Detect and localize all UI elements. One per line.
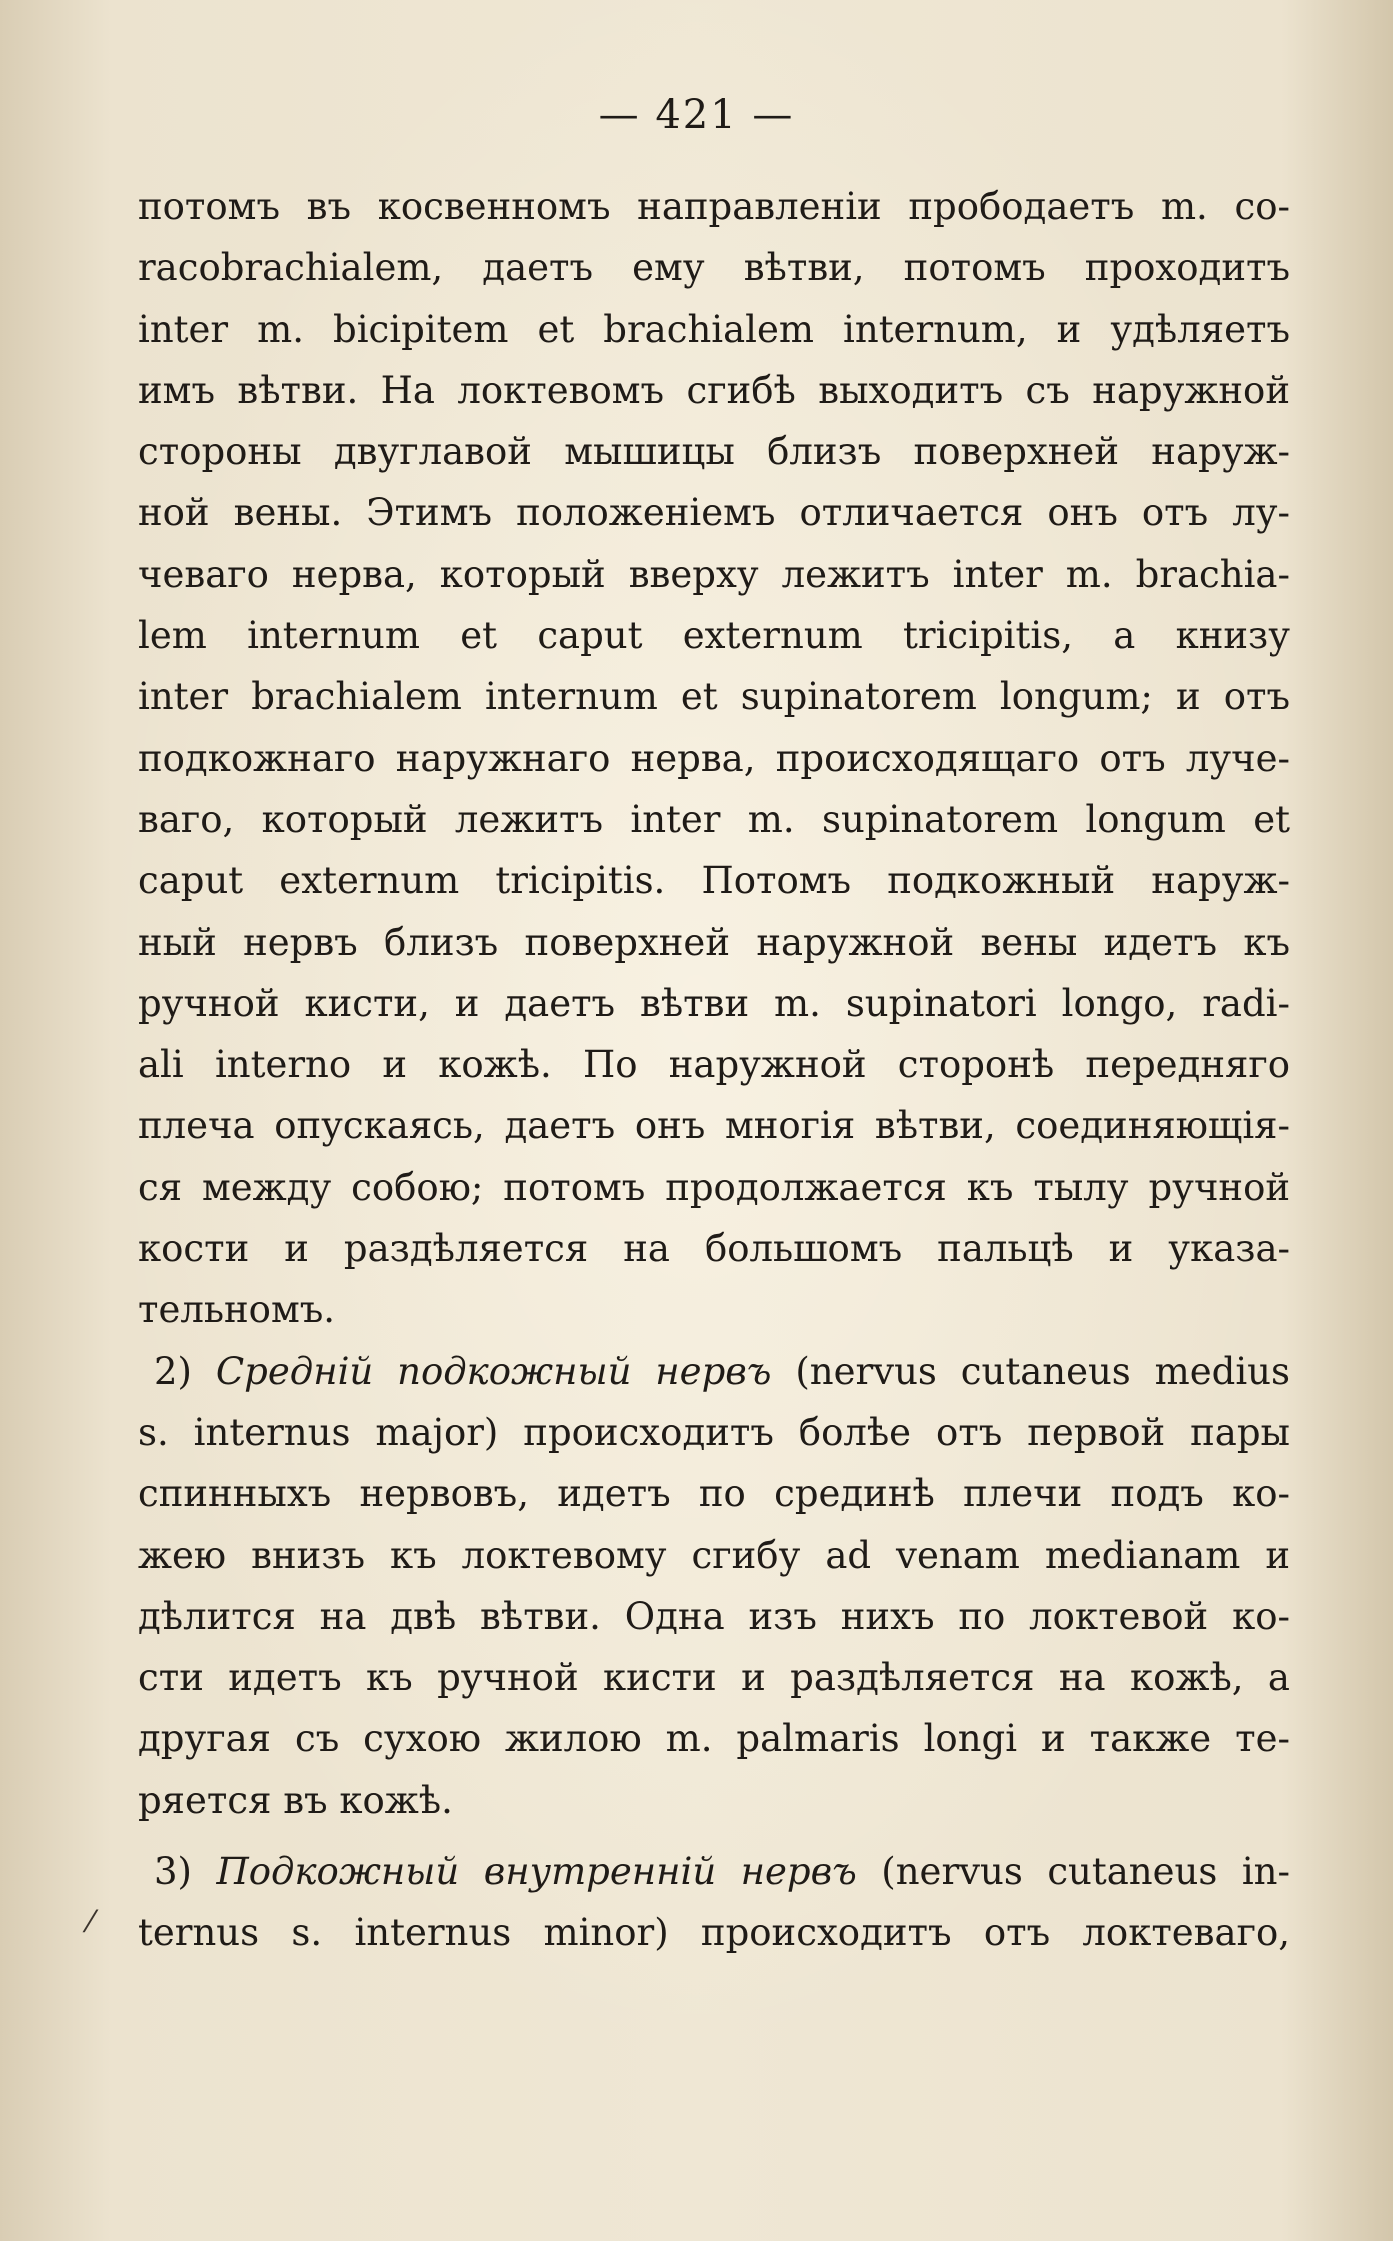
text-line: чеваго нерва, который вверху лежитъ inter m. brachia- xyxy=(138,552,1290,596)
item-number: 2) xyxy=(154,1349,192,1393)
text-line: ный нервъ близъ поверхней наружной вены идетъ къ xyxy=(138,920,1290,964)
text-line: имъ вѣтви. На локтевомъ сгибѣ выходитъ съ наружной xyxy=(138,368,1290,412)
text-line: дѣлится на двѣ вѣтви. Одна изъ нихъ по локтевой ко- xyxy=(138,1594,1290,1638)
text-line: ной вены. Этимъ положеніемъ отличается онъ отъ лу- xyxy=(138,491,1290,535)
page-number: — 421 — xyxy=(598,92,795,138)
section-title: Подкожный внутренній нервъ xyxy=(216,1850,857,1894)
latin-term: (nervus cutaneus medius xyxy=(795,1349,1290,1393)
text-line: caput externum tricipitis. Потомъ подкожный наруж- xyxy=(138,859,1290,903)
text-line: inter m. bicipitem et brachialem internum, и удѣляетъ xyxy=(138,307,1290,351)
text-line: ся между собою; потомъ продолжается къ тылу ручной xyxy=(138,1165,1290,1209)
text-line: другая съ сухою жилою m. palmaris longi и также те- xyxy=(138,1717,1290,1761)
text-line: плеча опускаясь, даетъ онъ многія вѣтви, соединяющія- xyxy=(138,1104,1290,1148)
text-line: спинныхъ нервовъ, идетъ по срединѣ плечи подъ ко- xyxy=(138,1472,1290,1516)
text-line: подкожнаго наружнаго нерва, происходящаго отъ луче- xyxy=(138,736,1290,780)
text-line: кости и раздѣляется на большомъ пальцѣ и указа- xyxy=(138,1227,1290,1271)
text-line: стороны двуглавой мышицы близъ поверхней наруж- xyxy=(138,430,1290,474)
text-line: racobrachialem, даетъ ему вѣтви, потомъ проходитъ xyxy=(138,246,1290,290)
body-text xyxy=(138,176,1290,1964)
text-line: ручной кисти, и даетъ вѣтви m. supinatori longo, radi- xyxy=(138,981,1290,1025)
text-line: lem internum et caput externum tricipitis, а книзу xyxy=(138,614,1290,658)
stray-mark: ⁄ xyxy=(88,1905,94,1940)
text-line: жею внизъ къ локтевому сгибу ad venam medianam и xyxy=(138,1533,1290,1577)
text-line: сти идетъ къ ручной кисти и раздѣляется на кожѣ, а xyxy=(138,1656,1290,1700)
text-line: s. internus major) происходитъ болѣе отъ первой пары xyxy=(138,1410,1290,1454)
text-line: ряется въ кожѣ. xyxy=(138,1778,453,1822)
text-line: потомъ въ косвенномъ направленіи прободаетъ m. co- xyxy=(138,185,1290,228)
paragraph-1 xyxy=(138,176,1290,1341)
paragraph-2-first-line xyxy=(138,1341,1290,1402)
paragraph-2 xyxy=(138,1341,1290,1831)
text-line: тельномъ. xyxy=(138,1288,336,1332)
item-number: 3) xyxy=(154,1850,192,1894)
text-line: ваго, который лежитъ inter m. supinatorem longum et xyxy=(138,797,1290,841)
latin-term: (nervus cutaneus in- xyxy=(881,1850,1291,1894)
section-title: Средній подкожный нервъ xyxy=(215,1349,772,1393)
paragraph-3 xyxy=(138,1841,1290,1964)
text-line: inter brachialem internum et supinatorem longum; и отъ xyxy=(138,675,1290,719)
text-line: ali interno и кожѣ. По наружной сторонѣ передняго xyxy=(138,1043,1290,1087)
text-line: ternus s. internus minor) происходитъ отъ локтеваго, xyxy=(138,1911,1290,1955)
paragraph-3-first-line xyxy=(138,1841,1290,1902)
